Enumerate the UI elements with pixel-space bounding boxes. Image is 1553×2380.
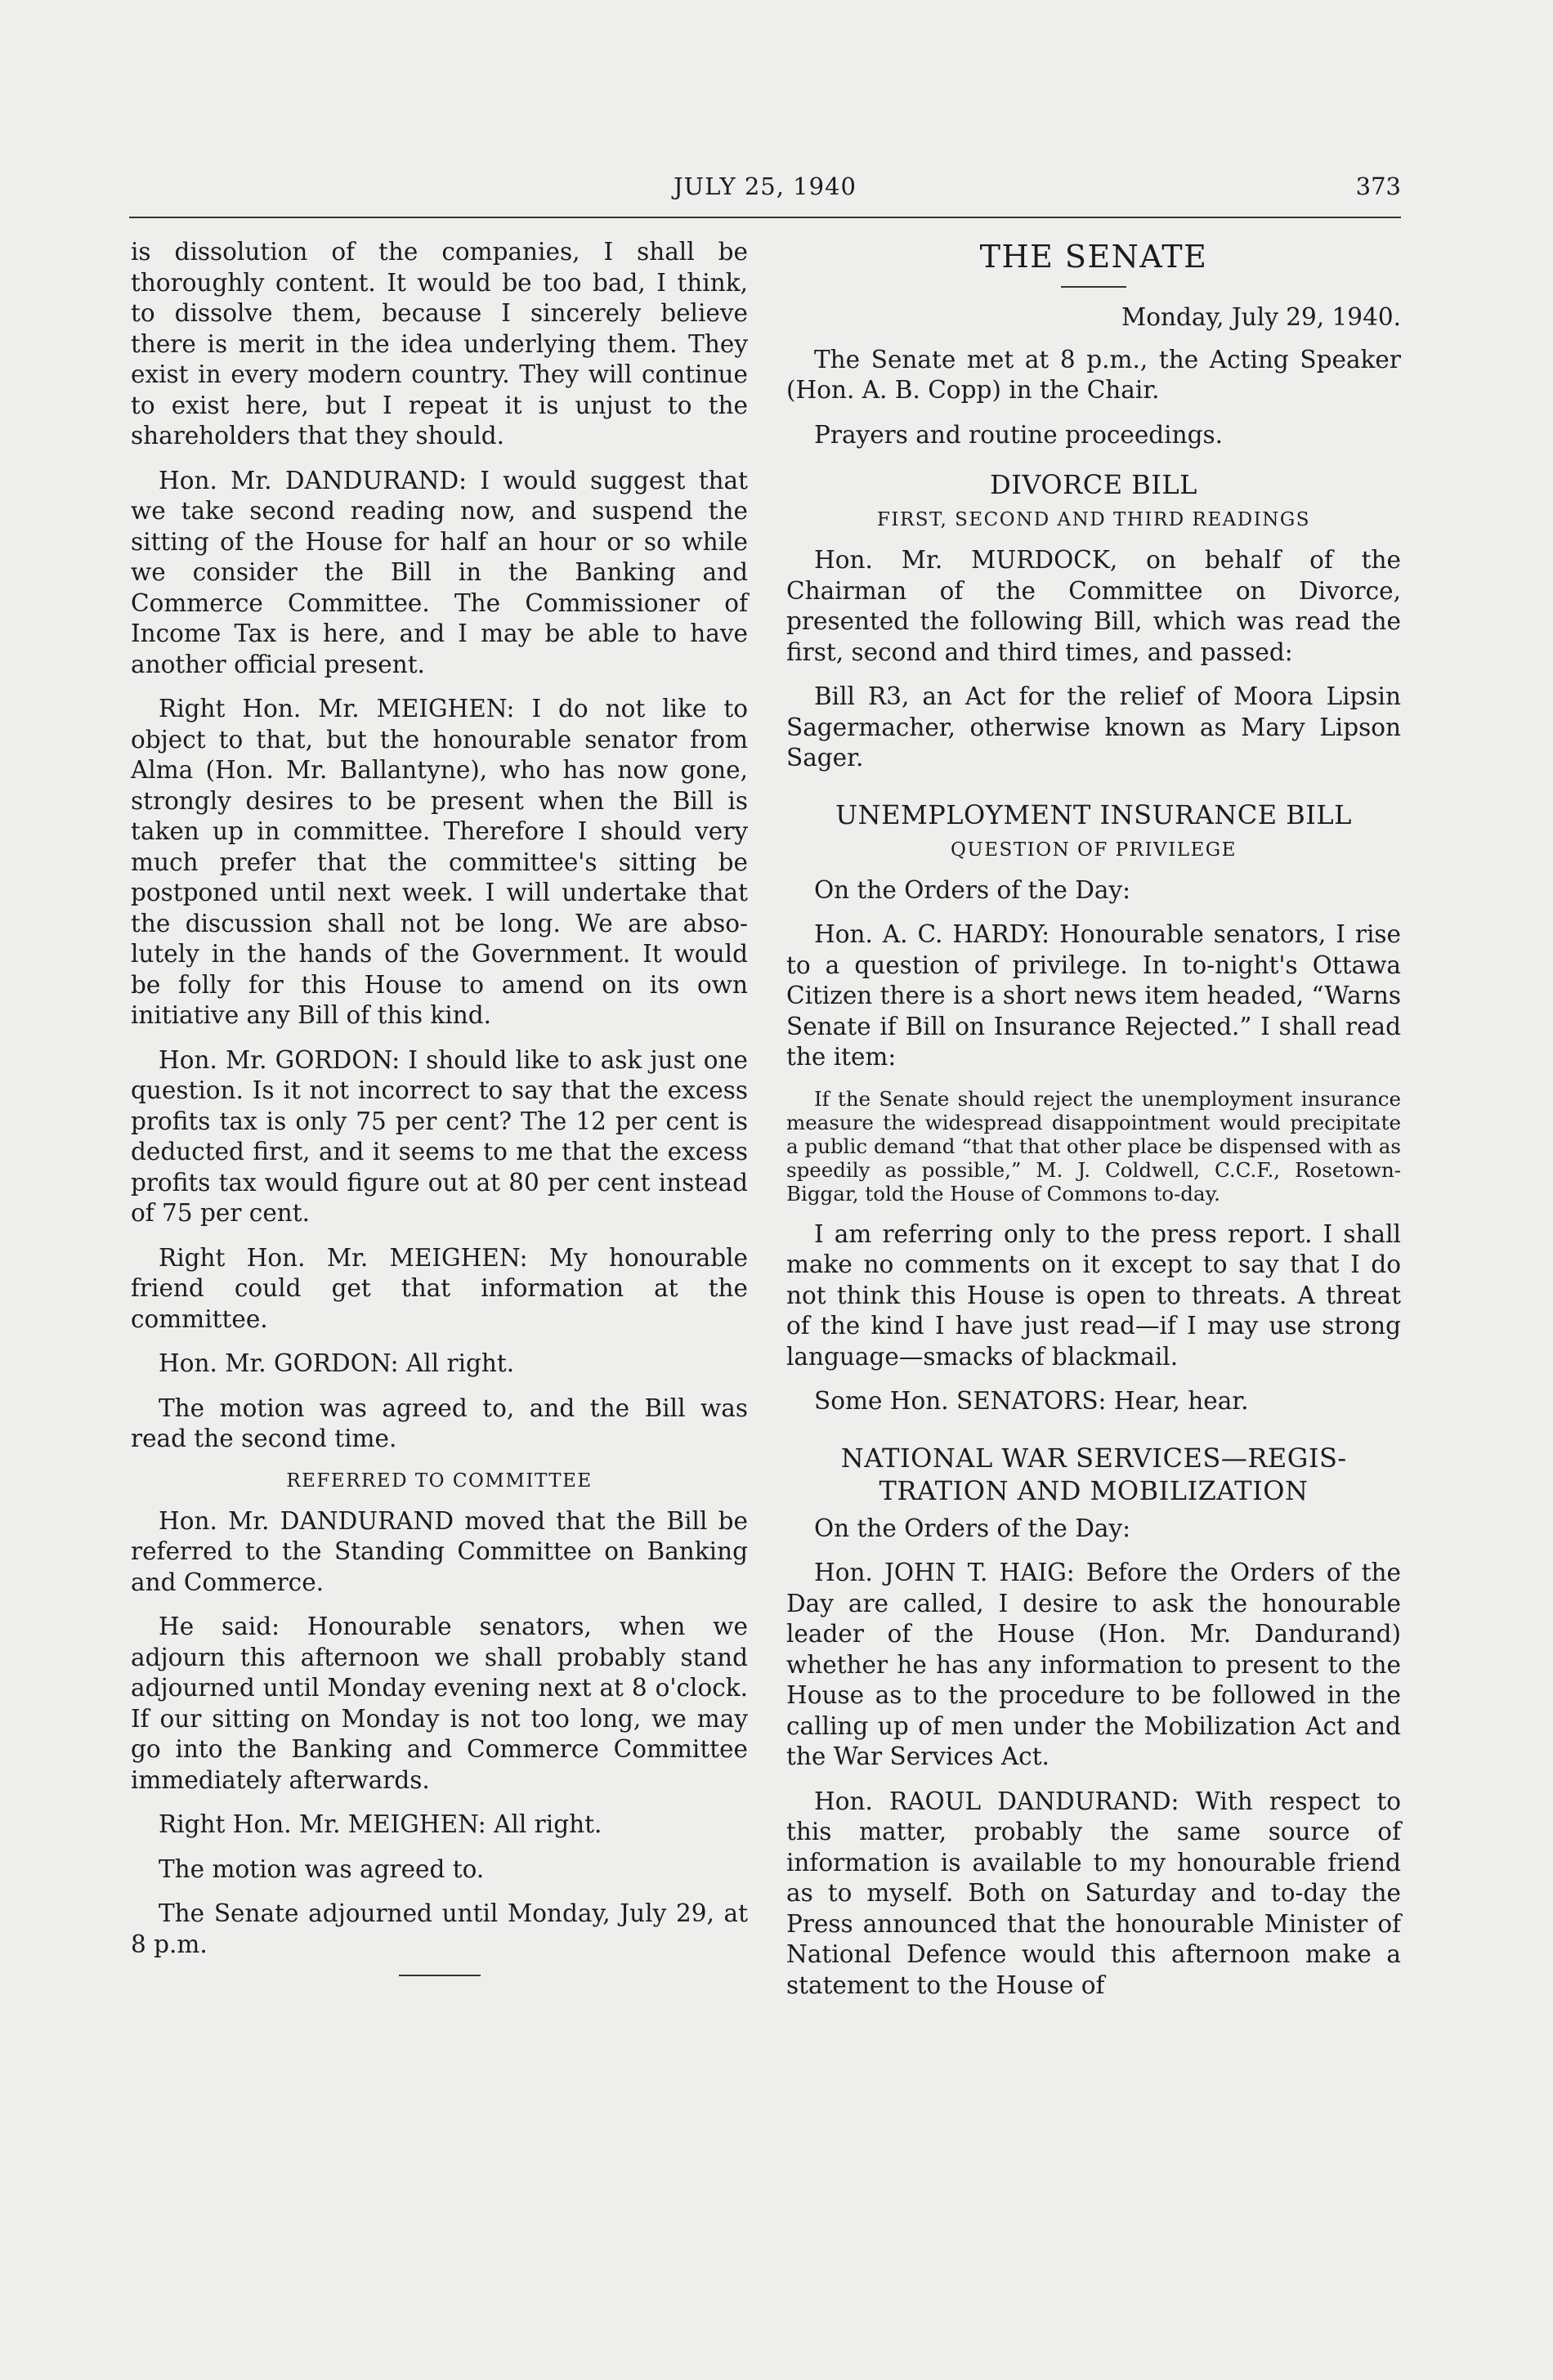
title-rule	[1061, 286, 1126, 288]
paragraph: On the Orders of the Day:	[814, 875, 1131, 904]
paragraph: Hon. Mr. GORDON: I should like to ask just one question. Is it not incorrect to say that the excess profits tax is only 75 per cent? The 12 per cent is deducted first, and it seems to me that the excess profits tax would figure out at 80 per cent instead of 75 per cent.	[131, 1045, 748, 1227]
end-rule	[399, 1975, 481, 1976]
paragraph: Right Hon. Mr. MEIGHEN: All right.	[159, 1810, 602, 1838]
paragraph: Hon. RAOUL DANDURAND: With respect to this matter, probably the same source of information is available to my honourable friend as to myself. Both on Saturday and to-day the Press announced that the honourable Minister of National Defence would this afternoon make a statement to the House of	[786, 1787, 1401, 1999]
paragraph: Some Hon. SENATORS: Hear, hear.	[814, 1387, 1249, 1415]
right-column	[786, 237, 1401, 2015]
header-date: JULY 25, 1940	[674, 172, 857, 200]
paragraph: The Senate adjourned until Monday, July 29, at 8 p.m.	[131, 1899, 748, 1958]
senate-title: THE SENATE	[979, 239, 1208, 275]
paragraph: The motion was agreed to.	[159, 1854, 485, 1883]
news-quote: If the Senate should reject the unemployment insurance measure the widespread disappointment would precipitate a public demand “that that other place be dispensed with as speedily as possible,” M. J. Coldwell, C.C.F., Rosetown-Biggar, told the House of Commons to-day.	[786, 1086, 1401, 1206]
paragraph: Hon. Mr. GORDON: All right.	[159, 1349, 515, 1377]
paragraph: is dissolution of the companies, I shall be thoroughly content. It would be too bad, I think, to dissolve them, because I sincerely believe there is merit in the idea underlying them. They exist in every modern country. They will continue to exist here, but I repeat it is unjust to the shareholders that they should.	[131, 238, 748, 450]
paragraph: I am referring only to the press report. I shall make no comments on it except to say that I do not think this House is open to threats. A threat of the kind I have just read—if I may use strong language—smacks of blackmail.	[786, 1219, 1401, 1371]
section-subheading: REFERRED TO COMMITTEE	[286, 1470, 593, 1492]
section-subheading: FIRST, SECOND AND THIRD READINGS	[876, 509, 1311, 530]
paragraph: Prayers and routine proceedings.	[814, 420, 1224, 449]
section-heading-national-war-services: NATIONAL WAR SERVICES—REGISTRATION AND MOBILIZATION	[840, 1442, 1347, 1506]
paragraph: Hon. Mr. DANDURAND: I would suggest that we take second reading now, and suspend the sitting of the House for half an hour or so while we consider the Bill in the Banking and Commerce Committee. The Commissioner of Income Tax is here, and I may be able to have another official present.	[131, 466, 748, 678]
section-heading-unemployment-insurance: UNEMPLOYMENT INSURANCE BILL	[835, 799, 1352, 830]
section-subheading: QUESTION OF PRIVILEGE	[951, 839, 1237, 861]
paragraph: He said: Honourable senators, when we adjourn this afternoon we shall probably stand adjourned until Monday evening next at 8 o'clock. If our sitting on Monday is not too long, we may go into the Banking and Commerce Committee immediately afterwards.	[131, 1613, 748, 1794]
paragraph: Hon. A. C. HARDY: Honourable senators, I rise to a question of privilege. In to-night's Ottawa Citizen there is a short news item headed, “Warns Senate if Bill on Insurance Rejected.” I shall read the item:	[786, 920, 1401, 1071]
paragraph: The motion was agreed to, and the Bill was read the second time.	[131, 1394, 748, 1452]
paragraph: Bill R3, an Act for the relief of Moora Lipsin Sagermacher, otherwise known as Mary Lipson Sager.	[786, 682, 1401, 772]
sitting-date: Monday, July 29, 1940.	[1121, 303, 1401, 331]
paragraph: Right Hon. Mr. MEIGHEN: I do not like to object to that, but the honourable senator from Alma (Hon. Mr. Ballantyne), who has now gone, strongly desires to be present when the Bill is taken up in committee. Therefore I should very much prefer that the committee's sitting be postponed until next week. I will undertake that the discussion shall not be long. We are absolutely in the hands of the Government. It would be folly for this House to amend on its own initiative any Bill of this kind.	[131, 695, 748, 1029]
page-header	[129, 168, 1401, 218]
paragraph: The Senate met at 8 p.m., the Acting Speaker (Hon. A. B. Copp) in the Chair.	[786, 345, 1401, 404]
paragraph: Hon. JOHN T. HAIG: Before the Orders of the Day are called, I desire to ask the honourable leader of the House (Hon. Mr. Dandurand) whether he has any information to present to the House as to the procedure to be followed in the calling up of men under the Mobilization Act and the War Services Act.	[786, 1559, 1401, 1770]
paragraph: Hon. Mr. MURDOCK, on behalf of the Chairman of the Committee on Divorce, presented the following Bill, which was read the first, second and third times, and passed:	[786, 546, 1401, 666]
paragraph: On the Orders of the Day:	[814, 1514, 1131, 1542]
paragraph: Right Hon. Mr. MEIGHEN: My honourable friend could get that information at the committee.	[131, 1243, 748, 1333]
page-number: 373	[1355, 172, 1401, 200]
section-heading-divorce-bill: DIVORCE BILL	[990, 469, 1197, 500]
paragraph: Hon. Mr. DANDURAND moved that the Bill be referred to the Standing Committee on Banking and Commerce.	[131, 1506, 748, 1596]
left-column	[131, 237, 748, 1976]
